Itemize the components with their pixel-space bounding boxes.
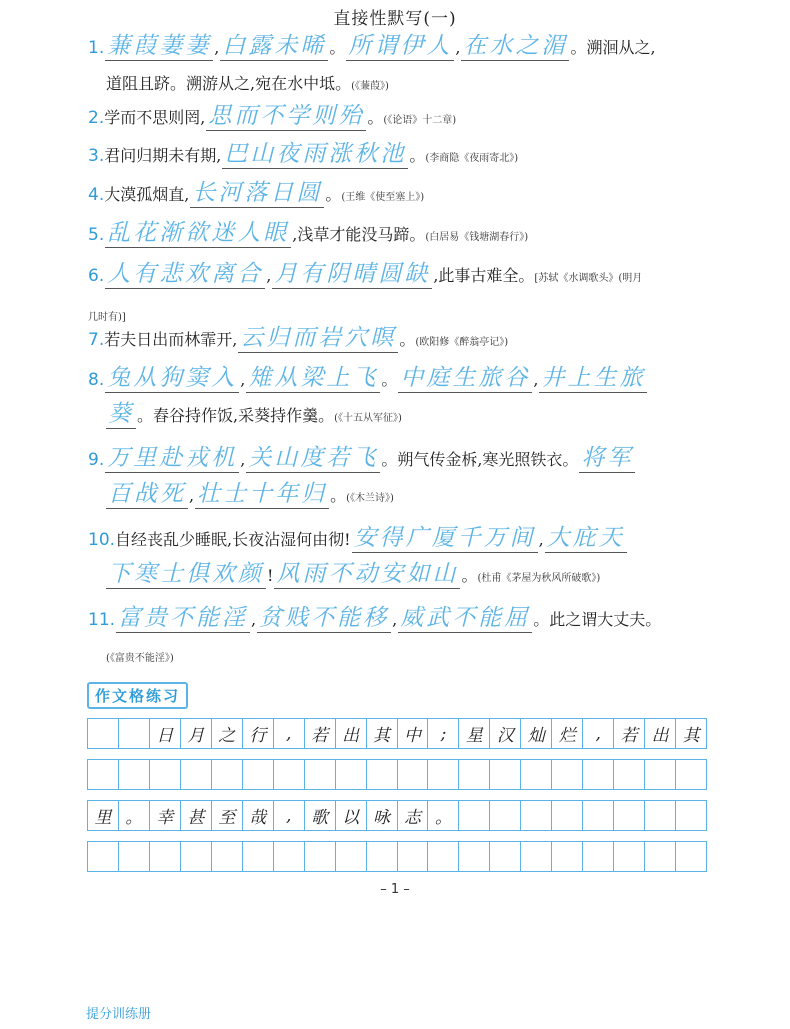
source-citation: (欧阳修《醉翁亭记》) — [415, 337, 509, 348]
grid-cell — [459, 842, 490, 871]
grid-cell — [583, 760, 614, 789]
question-number: 6. — [88, 266, 105, 286]
grid-cell — [305, 842, 336, 871]
grid-cell — [676, 760, 706, 789]
grid-cell — [552, 801, 583, 830]
question-8: 8. 兔从狗窦入 , 雉从梁上飞 。 中庭生旅谷 , 井上生旅 葵 。舂谷持作饭,采葵持作羹。(《十五从军征》) — [88, 365, 646, 427]
question-2: 2.学而不思则罔, 思而不学则殆 。(《论语》十二章) — [88, 103, 457, 129]
grid-cell: 之 — [212, 719, 243, 748]
grid-cell — [212, 842, 243, 871]
source-citation: [苏轼《水调歌头》(明月 — [534, 273, 643, 284]
answer: 风雨不动安如山 — [276, 561, 459, 587]
answer: 兔从狗窦入 — [107, 365, 238, 391]
source-citation: 几时有)] — [88, 312, 126, 323]
grid-cell: , — [274, 801, 305, 830]
source-citation: (王维《使至塞上》) — [341, 192, 425, 203]
grid-row — [87, 718, 707, 749]
grid-cell: 。 — [119, 801, 150, 830]
question-number: 9. — [88, 450, 105, 470]
grid-cell — [243, 842, 274, 871]
grid-cell: 日 — [150, 719, 181, 748]
answer: 大庇天 — [546, 525, 625, 551]
answer: 贫贱不能移 — [259, 605, 390, 631]
grid-row — [87, 841, 707, 872]
answer: 中庭生旅谷 — [400, 365, 531, 391]
grid-cell — [614, 760, 645, 789]
question-5: 5. 乱花渐欲迷人眼 ,浅草才能没马蹄。(白居易《钱塘湖春行》) — [88, 220, 529, 246]
grid-cell: 咏 — [367, 801, 398, 830]
answer: 所谓伊人 — [348, 33, 453, 59]
question-number: 8. — [88, 370, 105, 390]
grid-cell — [243, 760, 274, 789]
grid-cell — [305, 760, 336, 789]
source-citation: (《论语》十二章) — [383, 115, 457, 126]
grid-cell — [676, 801, 706, 830]
question-number: 3. — [88, 146, 105, 166]
grid-cell — [459, 760, 490, 789]
answer: 月有阴晴圆缺 — [274, 261, 431, 287]
grid-cell: 哉 — [243, 801, 274, 830]
question-number: 2. — [88, 108, 105, 128]
grid-cell: 汉 — [490, 719, 521, 748]
source-citation: (白居易《钱塘湖春行》) — [425, 232, 529, 243]
answer: 安得广厦千万间 — [353, 525, 536, 551]
grid-cell — [336, 842, 367, 871]
grid-cell: 出 — [336, 719, 367, 748]
answer: 壮士十年归 — [197, 481, 328, 507]
answer: 白露未晞 — [222, 33, 327, 59]
grid-cell — [119, 719, 150, 748]
grid-cell: 若 — [614, 719, 645, 748]
grid-cell — [459, 801, 490, 830]
question-number: 4. — [88, 185, 105, 205]
grid-cell — [181, 842, 212, 871]
grid-cell — [614, 842, 645, 871]
question-text: 大漠孤烟直, — [104, 185, 190, 204]
grid-cell — [119, 842, 150, 871]
grid-cell: , — [583, 719, 614, 748]
grid-cell — [88, 719, 119, 748]
grid-cell: 中 — [398, 719, 429, 748]
grid-cell: 月 — [181, 719, 212, 748]
question-number: 1. — [88, 38, 105, 58]
answer: 百战死 — [108, 481, 186, 507]
page-title: 直接性默写(一) — [333, 9, 457, 29]
question-6: 6. 人有悲欢离合 , 月有阴晴圆缺 ,此事古难全。[苏轼《水调歌头》(明月 几时有)] — [88, 261, 643, 323]
answer: 蒹葭萋萋 — [107, 33, 212, 59]
grid-cell — [274, 760, 305, 789]
question-text: 君问归期未有期, — [104, 146, 222, 165]
question-11: 11. 富贵不能淫 , 贫贱不能移 , 威武不能屈 。此之谓大丈夫。 (《富贵不能淫》) — [88, 605, 662, 664]
answer: 长河落日圆 — [192, 180, 323, 206]
answer: 思而不学则殆 — [208, 103, 365, 129]
question-text: 自经丧乱少睡眠,长夜沾湿何由彻! — [115, 530, 351, 549]
grid-cell — [428, 760, 459, 789]
answer: 人有悲欢离合 — [107, 261, 264, 287]
answer: 将军 — [581, 445, 634, 471]
grid-cell — [428, 842, 459, 871]
question-3: 3.君问归期未有期, 巴山夜雨涨秋池 。(李商隐《夜雨寄北》) — [88, 141, 519, 167]
grid-cell: ; — [428, 719, 459, 748]
answer: 在水之湄 — [463, 33, 568, 59]
grid-cell — [552, 760, 583, 789]
grid-cell — [274, 842, 305, 871]
grid-cell — [490, 801, 521, 830]
grid-cell — [490, 760, 521, 789]
grid-cell: 以 — [336, 801, 367, 830]
composition-section-title: 作文格练习 — [87, 682, 188, 709]
grid-cell: 其 — [367, 719, 398, 748]
question-number: 5. — [88, 225, 105, 245]
source-citation: (《十五从军征》) — [334, 413, 402, 424]
answer: 云归而岩穴暝 — [240, 325, 397, 351]
grid-cell: 志 — [398, 801, 429, 830]
question-10: 10.自经丧乱少睡眠,长夜沾湿何由彻! 安得广厦千万间 , 大庇天 下寒士俱欢颜 ! 风雨不动安如山 。(杜甫《茅屋为秋风所破歌》) — [88, 525, 625, 587]
grid-cell: 。 — [428, 801, 459, 830]
grid-cell: 行 — [243, 719, 274, 748]
grid-cell — [398, 842, 429, 871]
grid-cell — [676, 842, 706, 871]
question-number: 7. — [88, 330, 105, 350]
grid-cell — [88, 760, 119, 789]
grid-cell — [614, 801, 645, 830]
grid-cell — [583, 842, 614, 871]
source-citation: (《木兰诗》) — [346, 493, 394, 504]
grid-cell — [583, 801, 614, 830]
grid-row — [87, 759, 707, 790]
grid-cell — [150, 842, 181, 871]
answer: 巴山夜雨涨秋池 — [224, 141, 407, 167]
question-4: 4.大漠孤烟直, 长河落日圆 。(王维《使至塞上》) — [88, 180, 425, 206]
grid-cell — [150, 760, 181, 789]
grid-cell: 甚 — [181, 801, 212, 830]
grid-cell — [119, 760, 150, 789]
question-text: 学而不思则罔, — [104, 108, 206, 127]
answer: 关山度若飞 — [248, 445, 379, 471]
grid-cell — [398, 760, 429, 789]
source-citation: (《富贵不能淫》) — [106, 653, 174, 664]
question-number: 10. — [88, 530, 116, 550]
answer: 万里赴戎机 — [107, 445, 238, 471]
question-7: 7.若夫日出而林霏开, 云归而岩穴暝 。(欧阳修《醉翁亭记》) — [88, 325, 509, 351]
question-9: 9. 万里赴戎机 , 关山度若飞 。朔气传金柝,寒光照铁衣。 将军 百战死 , 壮士十年归 。(《木兰诗》) — [88, 445, 634, 507]
grid-cell — [521, 801, 552, 830]
grid-cell — [645, 760, 676, 789]
grid-cell — [490, 842, 521, 871]
grid-cell: 幸 — [150, 801, 181, 830]
grid-cell — [521, 760, 552, 789]
grid-cell — [521, 842, 552, 871]
grid-cell: 歌 — [305, 801, 336, 830]
grid-cell: 灿 — [521, 719, 552, 748]
answer: 下寒士俱欢颜 — [108, 561, 264, 587]
grid-cell — [336, 760, 367, 789]
grid-cell — [367, 842, 398, 871]
question-number: 11. — [88, 610, 116, 630]
grid-cell — [88, 842, 119, 871]
page-number: – 1 – — [380, 882, 410, 897]
grid-cell: 其 — [682, 726, 700, 746]
grid-cell: 里 — [88, 801, 119, 830]
grid-cell — [212, 760, 243, 789]
source-citation: (杜甫《茅屋为秋风所破歌》) — [477, 573, 601, 584]
grid-cell: 若 — [305, 719, 336, 748]
question-text: 若夫日出而林霏开, — [104, 330, 238, 349]
source-citation: (李商隐《夜雨寄北》) — [425, 153, 519, 164]
answer: 葵 — [108, 401, 134, 427]
grid-cell: 星 — [459, 719, 490, 748]
grid-cell: 烂 — [552, 719, 583, 748]
grid-cell: , — [274, 719, 305, 748]
answer: 富贵不能淫 — [118, 605, 249, 631]
grid-cell — [645, 842, 676, 871]
grid-cell — [367, 760, 398, 789]
answer: 雉从梁上飞 — [248, 365, 379, 391]
answer: 威武不能屈 — [400, 605, 531, 631]
source-citation: (《蒹葭》) — [351, 81, 389, 92]
grid-cell: 至 — [212, 801, 243, 830]
grid-cell — [645, 801, 676, 830]
answer: 乱花渐欲迷人眼 — [107, 220, 290, 246]
grid-cell: 出 — [645, 719, 676, 748]
footer-label: 提分训练册 — [86, 1007, 152, 1022]
grid-row — [87, 800, 707, 831]
answer: 井上生旅 — [541, 365, 646, 391]
question-1: 1. 蒹葭萋萋 , 白露未晞 。 所谓伊人 , 在水之湄 。溯洄从之, 道阻且跻。溯游从之,宛在水中坻。(《蒹葭》) — [88, 33, 656, 93]
grid-cell — [181, 760, 212, 789]
grid-cell — [552, 842, 583, 871]
question-text: 道阻且跻。溯游从之,宛在水中坻。 — [106, 74, 352, 93]
